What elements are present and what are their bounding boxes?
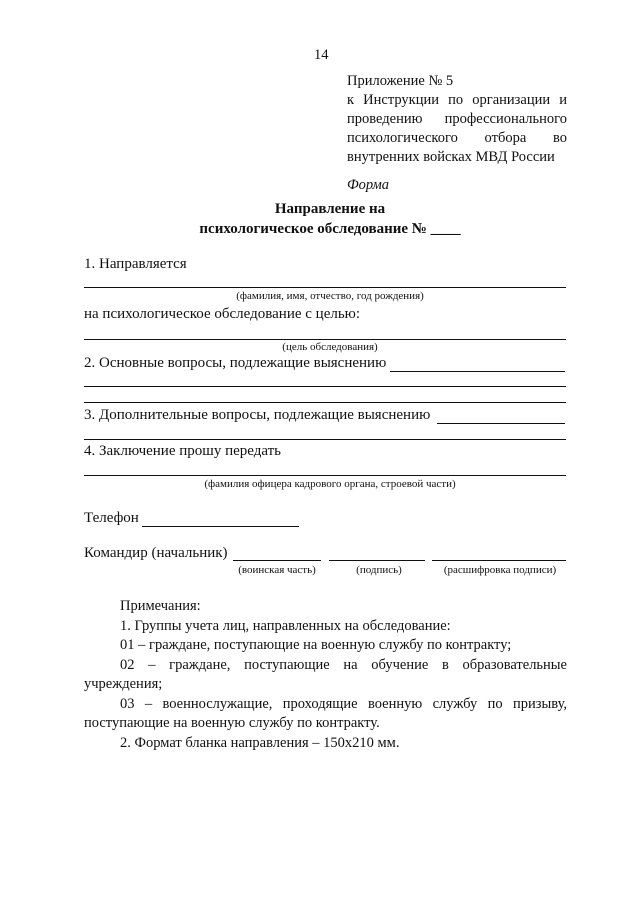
item-2-label: 2. Основные вопросы, подлежащие выяснению xyxy=(84,355,387,371)
note-2: 2. Формат бланка направления – 150х210 мм. xyxy=(120,734,400,751)
note-group-01: 01 – граждане, поступающие на военную службу по контракту; xyxy=(120,637,512,653)
item-3-fill-line[interactable] xyxy=(437,423,565,424)
appendix-block xyxy=(347,72,567,195)
page-number: 14 xyxy=(314,47,329,63)
person-fill-line[interactable] xyxy=(84,287,566,288)
caption-person: (фамилия, имя, отчество, год рождения) xyxy=(236,290,424,302)
purpose-fill-line[interactable] xyxy=(84,339,566,340)
item-2-fill-line-2[interactable] xyxy=(84,386,566,387)
item-2-fill-line[interactable] xyxy=(390,371,565,372)
phone-fill-line[interactable] xyxy=(142,526,299,527)
caption-purpose: (цель обследования) xyxy=(282,341,378,353)
appendix-line-2: к Инструкции по организации и xyxy=(347,92,567,108)
item-3-fill-line-2[interactable] xyxy=(84,439,566,440)
signature-fill-line[interactable] xyxy=(329,560,425,561)
caption-officer: (фамилия офицера кадрового органа, строевой части) xyxy=(204,478,456,490)
appendix-line-3: проведению профессионального xyxy=(347,111,567,127)
phone-label: Телефон xyxy=(84,510,139,526)
appendix-line-1: Приложение № 5 xyxy=(347,73,454,89)
item-4-label: 4. Заключение прошу передать xyxy=(84,443,282,459)
notes-heading: Примечания: xyxy=(120,598,201,614)
form-label: Форма xyxy=(347,177,389,193)
purpose-label: на психологическое обследование с целью: xyxy=(84,306,361,322)
unit-fill-line[interactable] xyxy=(233,560,321,561)
decode-fill-line[interactable] xyxy=(432,560,566,561)
note-group-03-cont: поступающие на военную службу по контракту. xyxy=(84,715,380,731)
note-group-03: 03 – военнослужащие, проходящие военную службу по призыву, xyxy=(120,695,567,712)
item-1-label: 1. Направляется xyxy=(84,256,187,272)
notes-block xyxy=(84,597,567,753)
caption-decode: (расшифровка подписи) xyxy=(443,564,557,576)
title-line-2: психологическое обследование № ____ xyxy=(199,221,461,237)
commander-label: Командир (начальник) xyxy=(84,545,228,561)
caption-unit: (воинская часть) xyxy=(238,564,316,576)
item-3-label: 3. Дополнительные вопросы, подлежащие выяснению xyxy=(84,407,431,423)
item-2-fill-line-3[interactable] xyxy=(84,402,566,403)
appendix-line-5: внутренних войсках МВД России xyxy=(347,149,555,165)
officer-fill-line[interactable] xyxy=(84,475,566,476)
appendix-line-4: психологического отбора во xyxy=(347,130,567,146)
note-group-02-cont: учреждения; xyxy=(84,676,163,692)
note-group-02: 02 – граждане, поступающие на обучение в образовательные xyxy=(120,656,567,673)
title-line-1: Направление на xyxy=(274,201,386,217)
caption-signature: (подпись) xyxy=(356,564,402,576)
note-1: 1. Группы учета лиц, направленных на обследование: xyxy=(120,617,451,634)
